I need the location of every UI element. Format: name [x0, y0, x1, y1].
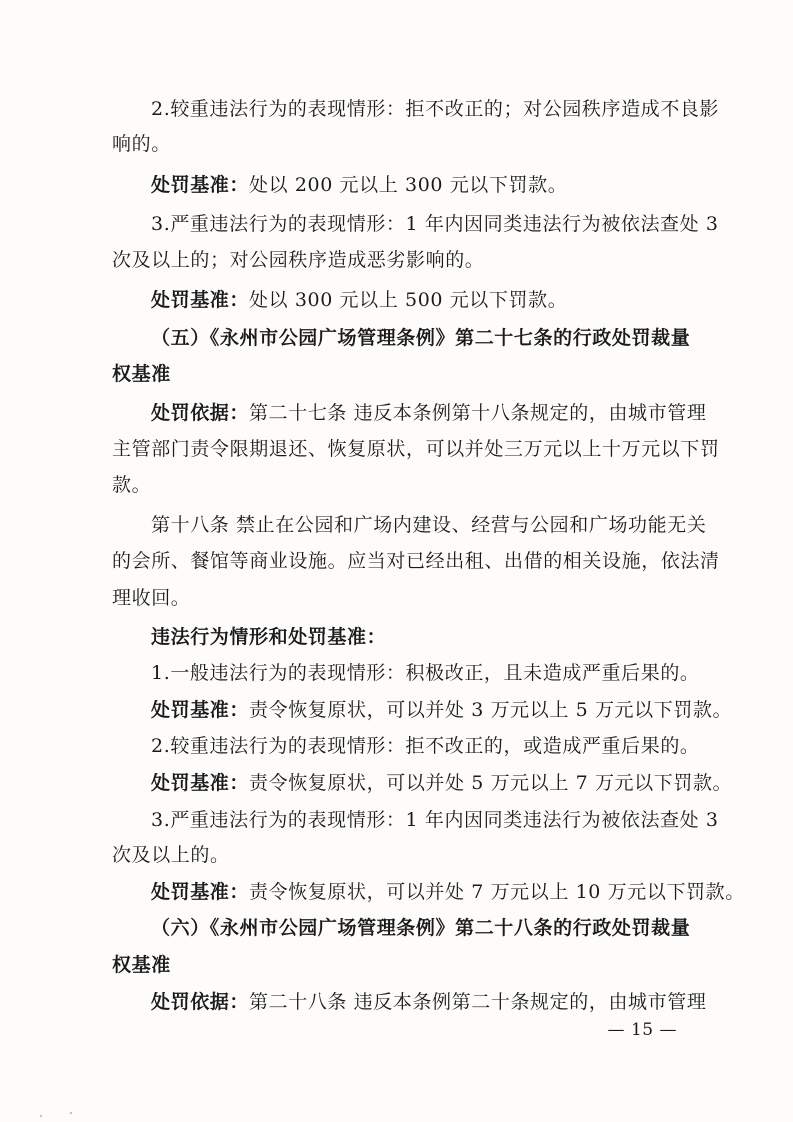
- penalty-standard-line: [151, 698, 732, 722]
- page-number: — 15 —: [607, 1020, 677, 1040]
- label: 处罚依据：: [151, 991, 250, 1013]
- subheading: 违法行为情形和处罚基准：: [151, 626, 387, 648]
- line-text: 责令恢复原状，可以并处 7 万元以上 10 万元以下罚款。: [249, 881, 745, 903]
- line-text: 处以 200 元以上 300 元以下罚款。: [249, 174, 568, 196]
- section-heading: （六）《永州市公园广场管理条例》第二十八条的行政处罚裁量: [151, 917, 691, 939]
- body-line: 响的。: [112, 133, 171, 155]
- penalty-standard-line: [151, 880, 745, 904]
- penalty-standard-line: [151, 173, 567, 197]
- section-heading: （五）《永州市公园广场管理条例》第二十七条的行政处罚裁量: [151, 327, 691, 349]
- penalty-basis-line: [151, 401, 706, 425]
- body-line: 的会所、餐馆等商业设施。应当对已经出租、出借的相关设施，依法清: [112, 550, 720, 572]
- scan-speck: [40, 1115, 42, 1117]
- penalty-basis-line: [151, 990, 706, 1014]
- label: 处罚基准：: [151, 289, 250, 311]
- body-line: 理收回。: [112, 587, 191, 609]
- label: 处罚基准：: [151, 881, 250, 903]
- line-text: 第二十七条 违反本条例第十八条规定的，由城市管理: [249, 402, 707, 424]
- body-line: 1.一般违法行为的表现情形：积极改正，且未造成严重后果的。: [151, 662, 700, 684]
- section-heading: 权基准: [112, 363, 171, 385]
- label: 处罚基准：: [151, 772, 250, 794]
- body-line: 次及以上的。: [112, 844, 230, 866]
- line-text: 第二十八条 违反本条例第二十条规定的，由城市管理: [249, 991, 707, 1013]
- line-text: 处以 300 元以上 500 元以下罚款。: [249, 289, 568, 311]
- body-line: 3.严重违法行为的表现情形：1 年内因同类违法行为被依法查处 3: [151, 809, 719, 831]
- body-line: 款。: [112, 474, 152, 496]
- label: 处罚基准：: [151, 174, 250, 196]
- penalty-standard-line: [151, 771, 732, 795]
- body-line: 2.较重违法行为的表现情形：拒不改正的；对公园秩序造成不良影: [151, 98, 720, 120]
- section-heading: 权基准: [112, 954, 171, 976]
- body-line: 主管部门责令限期退还、恢复原状，可以并处三万元以上十万元以下罚: [112, 438, 720, 460]
- body-line: 次及以上的；对公园秩序造成恶劣影响的。: [112, 249, 485, 271]
- body-line: 第十八条 禁止在公园和广场内建设、经营与公园和广场功能无关: [151, 514, 707, 536]
- scan-speck: [70, 1112, 72, 1114]
- penalty-standard-line: [151, 288, 567, 312]
- label: 处罚基准：: [151, 699, 250, 721]
- label: 处罚依据：: [151, 402, 250, 424]
- line-text: 责令恢复原状，可以并处 5 万元以上 7 万元以下罚款。: [249, 772, 733, 794]
- body-line: 3.严重违法行为的表现情形：1 年内因同类违法行为被依法查处 3: [151, 213, 719, 235]
- line-text: 责令恢复原状，可以并处 3 万元以上 5 万元以下罚款。: [249, 699, 733, 721]
- body-line: 2.较重违法行为的表现情形：拒不改正的，或造成严重后果的。: [151, 735, 700, 757]
